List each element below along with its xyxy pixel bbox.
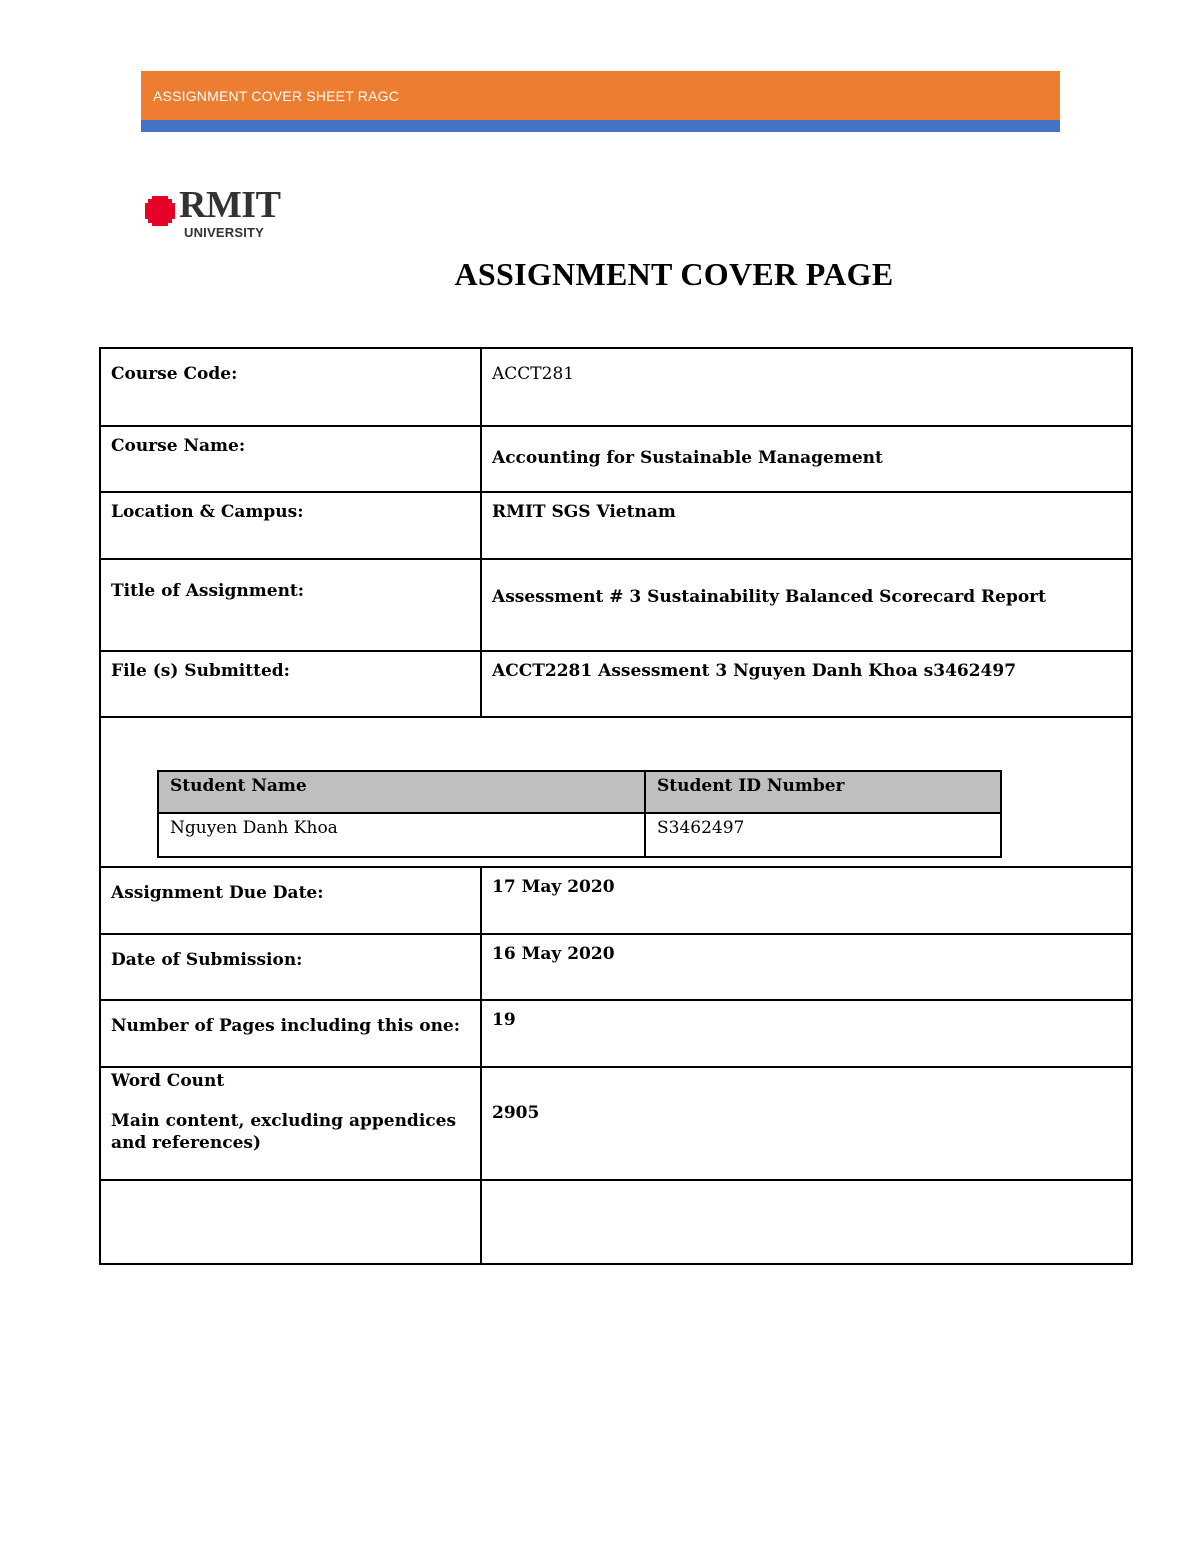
header-band (141, 71, 1060, 120)
student-name-header: Student Name (158, 771, 645, 813)
empty-cell (100, 1180, 481, 1264)
header-stripe (141, 120, 1060, 132)
submission-date-value: 16 May 2020 (481, 934, 1132, 1000)
rmit-logo (143, 184, 283, 242)
course-code-label: Course Code: (100, 348, 481, 426)
student-table-row (158, 813, 1001, 857)
student-table-header (158, 771, 1001, 813)
word-count-sublabel: Main content, excluding appendices and references) (111, 1111, 457, 1154)
empty-cell (481, 1180, 1132, 1264)
assignment-title-value: Assessment # 3 Sustainability Balanced Scorecard Report (481, 559, 1132, 651)
table-row (100, 934, 1132, 1000)
course-code-value: ACCT281 (481, 348, 1132, 426)
student-id-header: Student ID Number (645, 771, 1001, 813)
word-count-label: Word Count (111, 1071, 225, 1091)
logo-pixel-mark-icon (143, 194, 177, 228)
table-row (100, 559, 1132, 651)
table-row (100, 717, 1132, 867)
student-id-value: S3462497 (645, 813, 1001, 857)
table-row (100, 867, 1132, 934)
page-count-label: Number of Pages including this one: (100, 1000, 481, 1067)
table-row (100, 1000, 1132, 1067)
word-count-cell (100, 1067, 481, 1180)
location-value: RMIT SGS Vietnam (481, 492, 1132, 559)
header-label: ASSIGNMENT COVER SHEET RAGC (153, 88, 400, 104)
due-date-label: Assignment Due Date: (100, 867, 481, 934)
cover-table (99, 347, 1133, 1265)
table-row (100, 1180, 1132, 1264)
course-name-label: Course Name: (100, 426, 481, 492)
logo-wordmark: RMIT (179, 184, 281, 226)
table-row (100, 651, 1132, 717)
word-count-value: 2905 (481, 1067, 1132, 1180)
table-row (100, 348, 1132, 426)
table-row (100, 1067, 1132, 1180)
due-date-value: 17 May 2020 (481, 867, 1132, 934)
assignment-title-label: Title of Assignment: (100, 559, 481, 651)
page-title: ASSIGNMENT COVER PAGE (454, 256, 894, 292)
page-count-value: 19 (481, 1000, 1132, 1067)
location-label: Location & Campus: (100, 492, 481, 559)
student-section (100, 717, 1132, 867)
submission-date-label: Date of Submission: (100, 934, 481, 1000)
logo-subtitle: UNIVERSITY (184, 225, 265, 240)
course-name-value: Accounting for Sustainable Management (481, 426, 1132, 492)
files-submitted-value: ACCT2281 Assessment 3 Nguyen Danh Khoa s3462497 (481, 651, 1132, 717)
student-table (157, 770, 1002, 858)
files-submitted-label: File (s) Submitted: (100, 651, 481, 717)
table-row (100, 492, 1132, 559)
table-row (100, 426, 1132, 492)
student-name-value: Nguyen Danh Khoa (158, 813, 645, 857)
